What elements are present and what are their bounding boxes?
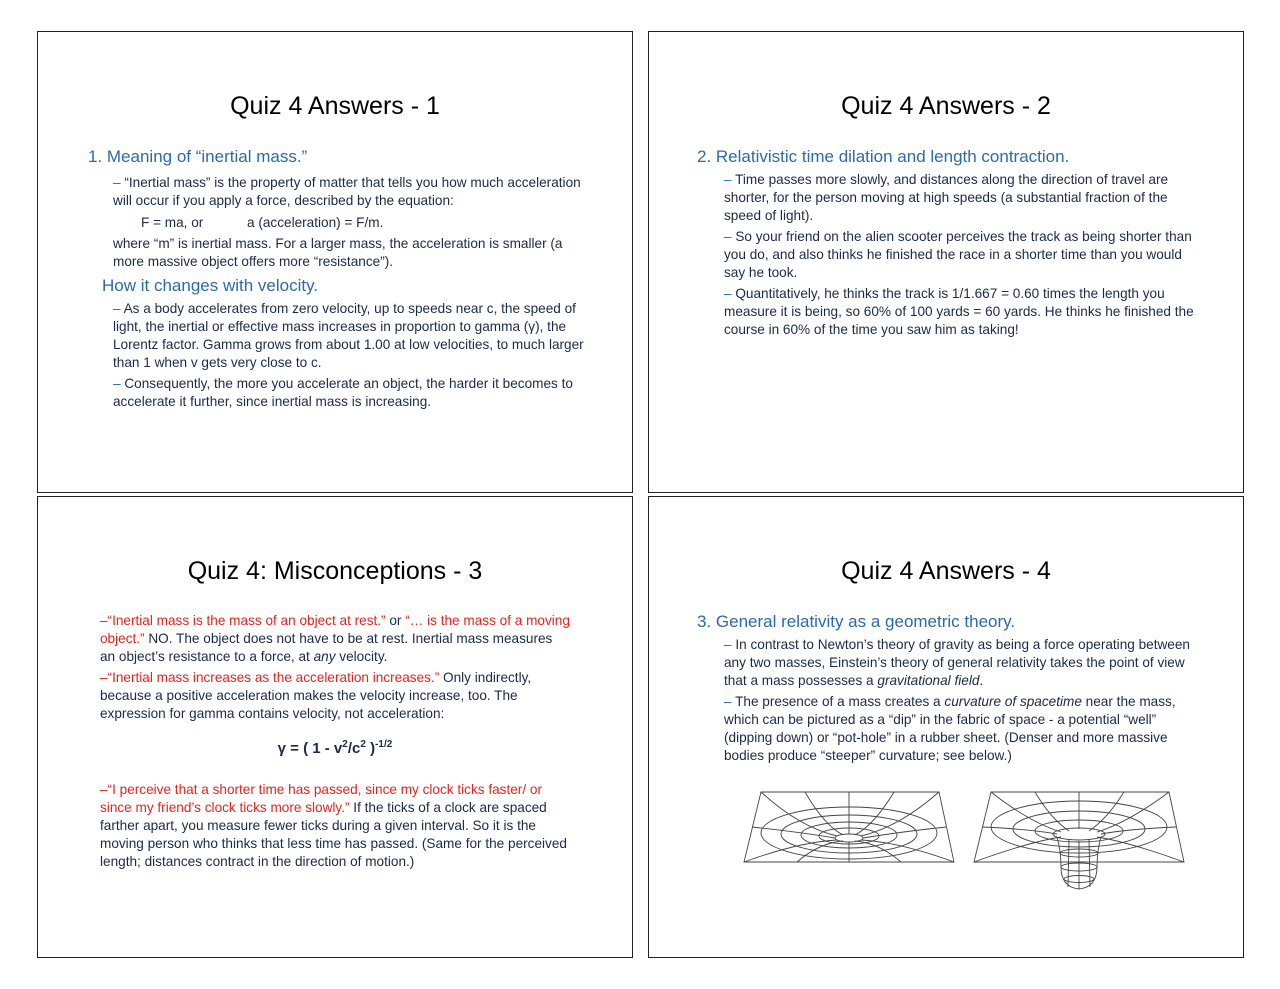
paragraph-text: Time passes more slowly, and distances along the direction of travel are shorter, for the person moving at high speeds (a substantial fraction of the speed of light). [724,172,1169,223]
slide-title: Quiz 4: Misconceptions - 3 [187,557,483,585]
paragraph-text: As a body accelerates from zero velocity, up to speeds near c, the speed of light, the inertial or effective mass increases in proportion to gamma (γ), the Lorentz factor. Gamma grows from about 1.00 at low velocities, to much larger than 1 when v gets very close to c. [113,301,584,370]
misconception-quote: “… is the mass of a moving object.” [100,613,570,646]
formula-sup: 2 [360,739,366,750]
paragraph [724,636,1194,690]
formula-sup: -1/2 [375,739,393,750]
paragraph-text: . [979,673,984,688]
paragraph [113,375,573,411]
connector-text: or [385,613,406,628]
slide-3 [37,496,633,958]
emphasis-text: curvature of spacetime [944,694,1082,709]
paragraph-text: Consequently, the more you accelerate an object, the harder it becomes to accelerate it further, since inertial mass is increasing. [113,376,573,409]
deep-gravity-well-diagram [969,787,1189,897]
correction-text: velocity. [335,649,388,664]
emphasis-text: gravitational field [877,673,980,688]
correction-text: Only indirectly, because a positive acceleration makes the velocity increase, too. The expression for gamma contains velocity, not acceleration: [100,670,532,721]
paragraph-text: The presence of a mass creates a [735,694,945,709]
section-heading: 2. Relativistic time dilation and length contraction. [697,147,1070,166]
section-heading: 3. General relativity as a geometric theory. [697,612,1016,631]
paragraph-text: In contrast to Newton’s theory of gravity as being a force operating between any two masses, Einstein’s theory of general relativity takes the point of view that a mass possesses a [724,637,1190,688]
shallow-gravity-well-diagram [739,787,959,867]
slide-title: Quiz 4 Answers - 4 [841,557,1051,585]
formula-part: /c [347,740,361,757]
bullet-dash: – [724,172,736,187]
correction-text: NO. The object does not have to be at rest. Inertial mass measures an object’s resistance to a force, at [100,631,553,664]
paragraph [724,693,1194,765]
paragraph-text: So your friend on the alien scooter perceives the track as being shorter than you do, and also thinks he finished the race in a shorter time than you would say he took. [724,229,1192,280]
paragraph [724,285,1194,339]
equation-left: F = ma, or [141,215,204,230]
misconception-quote: –“Inertial mass increases as the acceleration increases.” [100,670,440,685]
correction-text: If the ticks of a clock are spaced farther apart, you measure fewer ticks during a given interval. So it is the moving person who thinks that less time has passed. (Same for the perceived length; distances contract in the direction of motion.) [100,800,567,869]
paragraph [113,300,593,372]
bullet-dash: – [113,301,124,316]
formula-part: ) [365,740,376,757]
slide-1 [37,31,633,493]
paragraph [724,228,1194,282]
slide-title: Quiz 4 Answers - 2 [841,92,1051,120]
equation-right: a (acceleration) = F/m. [247,215,384,230]
misconception-quote: –“Inertial mass is the mass of an object at rest.” [100,613,386,628]
paragraph [113,174,593,210]
paragraph-text: near the mass, which can be pictured as a “dip” in the fabric of space - a potential “well” (dipping down) or “pot-hole” in a rubber sheet. (Denser and more massive bodies produce “steeper” curvature; see below.) [724,694,1176,763]
misconception-1 [100,612,570,666]
slide-4 [648,496,1244,958]
gamma-formula [38,739,632,757]
bullet-dash: – [724,229,736,244]
paragraph [724,171,1194,225]
bullet-dash: – [724,286,736,301]
misconception-3 [100,781,574,871]
section-heading: 1. Meaning of “inertial mass.” [88,147,308,166]
formula-sup: 2 [342,739,348,750]
paragraph: where “m” is inertial mass. For a larger mass, the acceleration is smaller (a more massive object offers more “resistance”). [113,236,563,269]
slide-2 [648,31,1244,493]
bullet-dash: – [724,694,736,709]
misconception-2 [100,669,570,723]
slide-title: Quiz 4 Answers - 1 [230,92,440,120]
paragraph-text: “Inertial mass” is the property of matter that tells you how much acceleration will occur if you apply a force, described by the equation: [113,175,581,208]
misconception-quote: –“I perceive that a shorter time has passed, since my clock ticks faster/ or since my friend’s clock ticks more slowly.” [100,782,542,815]
bullet-dash: – [113,376,125,391]
bullet-dash: – [724,637,736,652]
formula-part: γ = ( 1 - v [277,740,343,757]
sub-heading: How it changes with velocity. [102,276,319,295]
bullet-dash: – [113,175,125,190]
paragraph-text: Quantitatively, he thinks the track is 1/1.667 = 0.60 times the length you measure it is being, so 60% of 100 yards = 60 yards. He thinks he finished the course in 60% of the time you saw him as taking! [724,286,1194,337]
emphasis-text: any [313,649,336,664]
